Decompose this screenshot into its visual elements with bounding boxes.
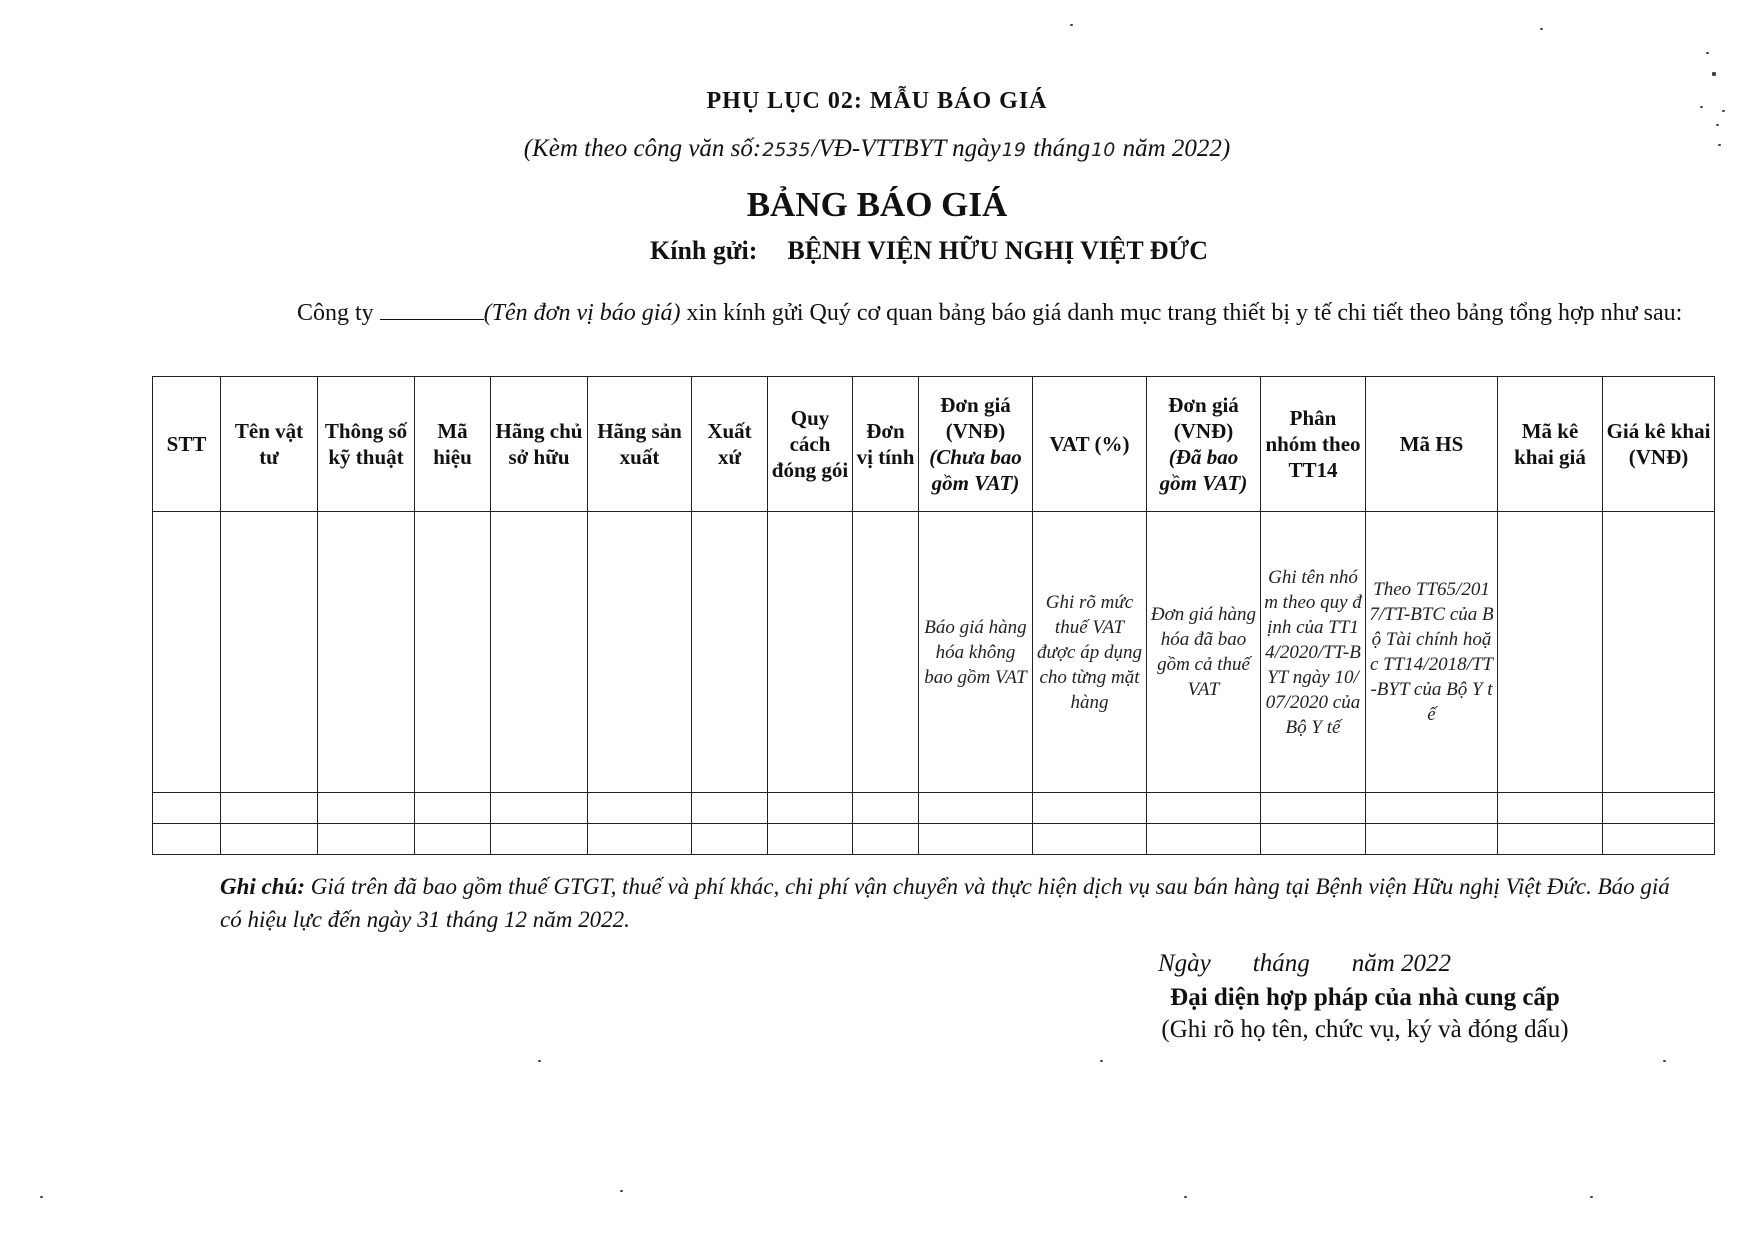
col-declared-price: Giá kê khai (VNĐ) bbox=[1603, 377, 1715, 512]
scan-speck bbox=[1540, 28, 1543, 30]
ref-day-handwritten: 19 bbox=[1001, 139, 1026, 161]
scan-speck bbox=[1184, 1196, 1187, 1198]
col-packaging: Quy cách đóng gói bbox=[768, 377, 853, 512]
col-specs: Thông số kỹ thuật bbox=[318, 377, 415, 512]
company-label: Công ty bbox=[297, 300, 374, 326]
col-unit-price-excl bbox=[919, 377, 1033, 512]
footnote-text: Giá trên đã bao gồm thuế GTGT, thuế và phí khác, chi phí vận chuyển và thực hiện dịch vụ sau bán hàng tại Bệnh viện Hữu nghị Việt Đức. Báo giá có hiệu lực đến ngày 31 tháng 12 năm 2022. bbox=[220, 874, 1670, 932]
col-manufacturer: Hãng sản xuất bbox=[588, 377, 692, 512]
scan-speck bbox=[1718, 144, 1721, 146]
intro-paragraph bbox=[220, 296, 1690, 330]
note-group: Ghi tên nhóm theo quy định của TT14/2020/TT-BYT ngày 10/07/2020 của Bộ Y tế bbox=[1261, 512, 1366, 793]
signature-title: Đại diện hợp pháp của nhà cung cấp bbox=[1170, 984, 1560, 1011]
ref-number-handwritten: 2535 bbox=[762, 139, 811, 161]
company-hint: (Tên đơn vị báo giá) bbox=[483, 300, 681, 326]
table-row bbox=[153, 824, 1715, 855]
note-hs-code: Theo TT65/2017/TT-BTC của Bộ Tài chính hoặc TT14/2018/TT-BYT của Bộ Y tế bbox=[1366, 512, 1498, 793]
scan-speck bbox=[1663, 1060, 1666, 1062]
recipient bbox=[650, 236, 1208, 266]
col-origin: Xuất xứ bbox=[692, 377, 768, 512]
scan-speck bbox=[1722, 110, 1725, 112]
company-blank bbox=[380, 301, 484, 320]
sig-month-label: tháng bbox=[1252, 950, 1310, 977]
col-group-tt14: Phân nhóm theo TT14 bbox=[1261, 377, 1366, 512]
recipient-name: BỆNH VIỆN HỮU NGHỊ VIỆT ĐỨC bbox=[787, 236, 1209, 265]
ref-month-label: tháng bbox=[1033, 135, 1091, 162]
sig-day-label: Ngày bbox=[1158, 950, 1211, 977]
ref-prefix: (Kèm theo công văn số: bbox=[523, 135, 762, 162]
col-code: Mã hiệu bbox=[415, 377, 491, 512]
intro-text: xin kính gửi Quý cơ quan bảng báo giá danh mục trang thiết bị y tế chi tiết theo bảng tổng hợp như sau: bbox=[686, 300, 1683, 326]
col-item-name: Tên vật tư bbox=[221, 377, 318, 512]
col-unit: Đơn vị tính bbox=[853, 377, 919, 512]
col-unit-price-incl-sub: (Đã bao gồm VAT) bbox=[1159, 445, 1248, 495]
scan-speck bbox=[1700, 106, 1703, 108]
col-stt: STT bbox=[153, 377, 221, 512]
col-unit-price-excl-sub: (Chưa bao gồm VAT) bbox=[929, 445, 1022, 495]
col-vat: VAT (%) bbox=[1033, 377, 1147, 512]
col-unit-price-incl bbox=[1147, 377, 1261, 512]
scan-speck bbox=[1712, 72, 1716, 76]
table-header-row bbox=[153, 377, 1715, 512]
scan-speck bbox=[1716, 124, 1719, 126]
note-unit-price-excl: Báo giá hàng hóa không bao gồm VAT bbox=[919, 512, 1033, 793]
reference-line bbox=[0, 135, 1754, 163]
col-unit-price-incl-label: Đơn giá (VNĐ) bbox=[1168, 393, 1239, 443]
col-declared-code: Mã kê khai giá bbox=[1498, 377, 1603, 512]
main-title: BẢNG BÁO GIÁ bbox=[746, 185, 1008, 224]
col-hs-code: Mã HS bbox=[1366, 377, 1498, 512]
signature-note: (Ghi rõ họ tên, chức vụ, ký và đóng dấu) bbox=[1161, 1016, 1569, 1043]
table-row bbox=[153, 512, 1715, 793]
scan-speck bbox=[1070, 24, 1073, 26]
note-vat: Ghi rõ mức thuế VAT được áp dụng cho từng mặt hàng bbox=[1033, 512, 1147, 793]
quotation-table bbox=[152, 376, 1715, 855]
scan-speck bbox=[1590, 1196, 1593, 1198]
scan-speck bbox=[538, 1060, 541, 1062]
note-unit-price-incl: Đơn giá hàng hóa đã bao gồm cả thuế VAT bbox=[1147, 512, 1261, 793]
ref-suffix: năm 2022) bbox=[1122, 135, 1231, 162]
footnote bbox=[220, 870, 1690, 936]
scan-speck bbox=[1706, 52, 1709, 54]
col-unit-price-excl-label: Đơn giá (VNĐ) bbox=[940, 393, 1011, 443]
footnote-label: Ghi chú: bbox=[220, 874, 305, 899]
scan-speck bbox=[620, 1190, 623, 1192]
ref-mid: /VĐ-VTTBYT ngày bbox=[811, 135, 1001, 162]
appendix-title: PHỤ LỤC 02: MẪU BÁO GIÁ bbox=[706, 88, 1048, 114]
table-row bbox=[153, 793, 1715, 824]
scan-speck bbox=[40, 1196, 43, 1198]
ref-month-handwritten: 10 bbox=[1091, 139, 1116, 161]
col-owner: Hãng chủ sở hữu bbox=[491, 377, 588, 512]
sig-year-label: năm 2022 bbox=[1351, 950, 1452, 977]
signature-date bbox=[1158, 950, 1451, 978]
recipient-label: Kính gửi: bbox=[650, 236, 758, 265]
scan-speck bbox=[1100, 1060, 1103, 1062]
